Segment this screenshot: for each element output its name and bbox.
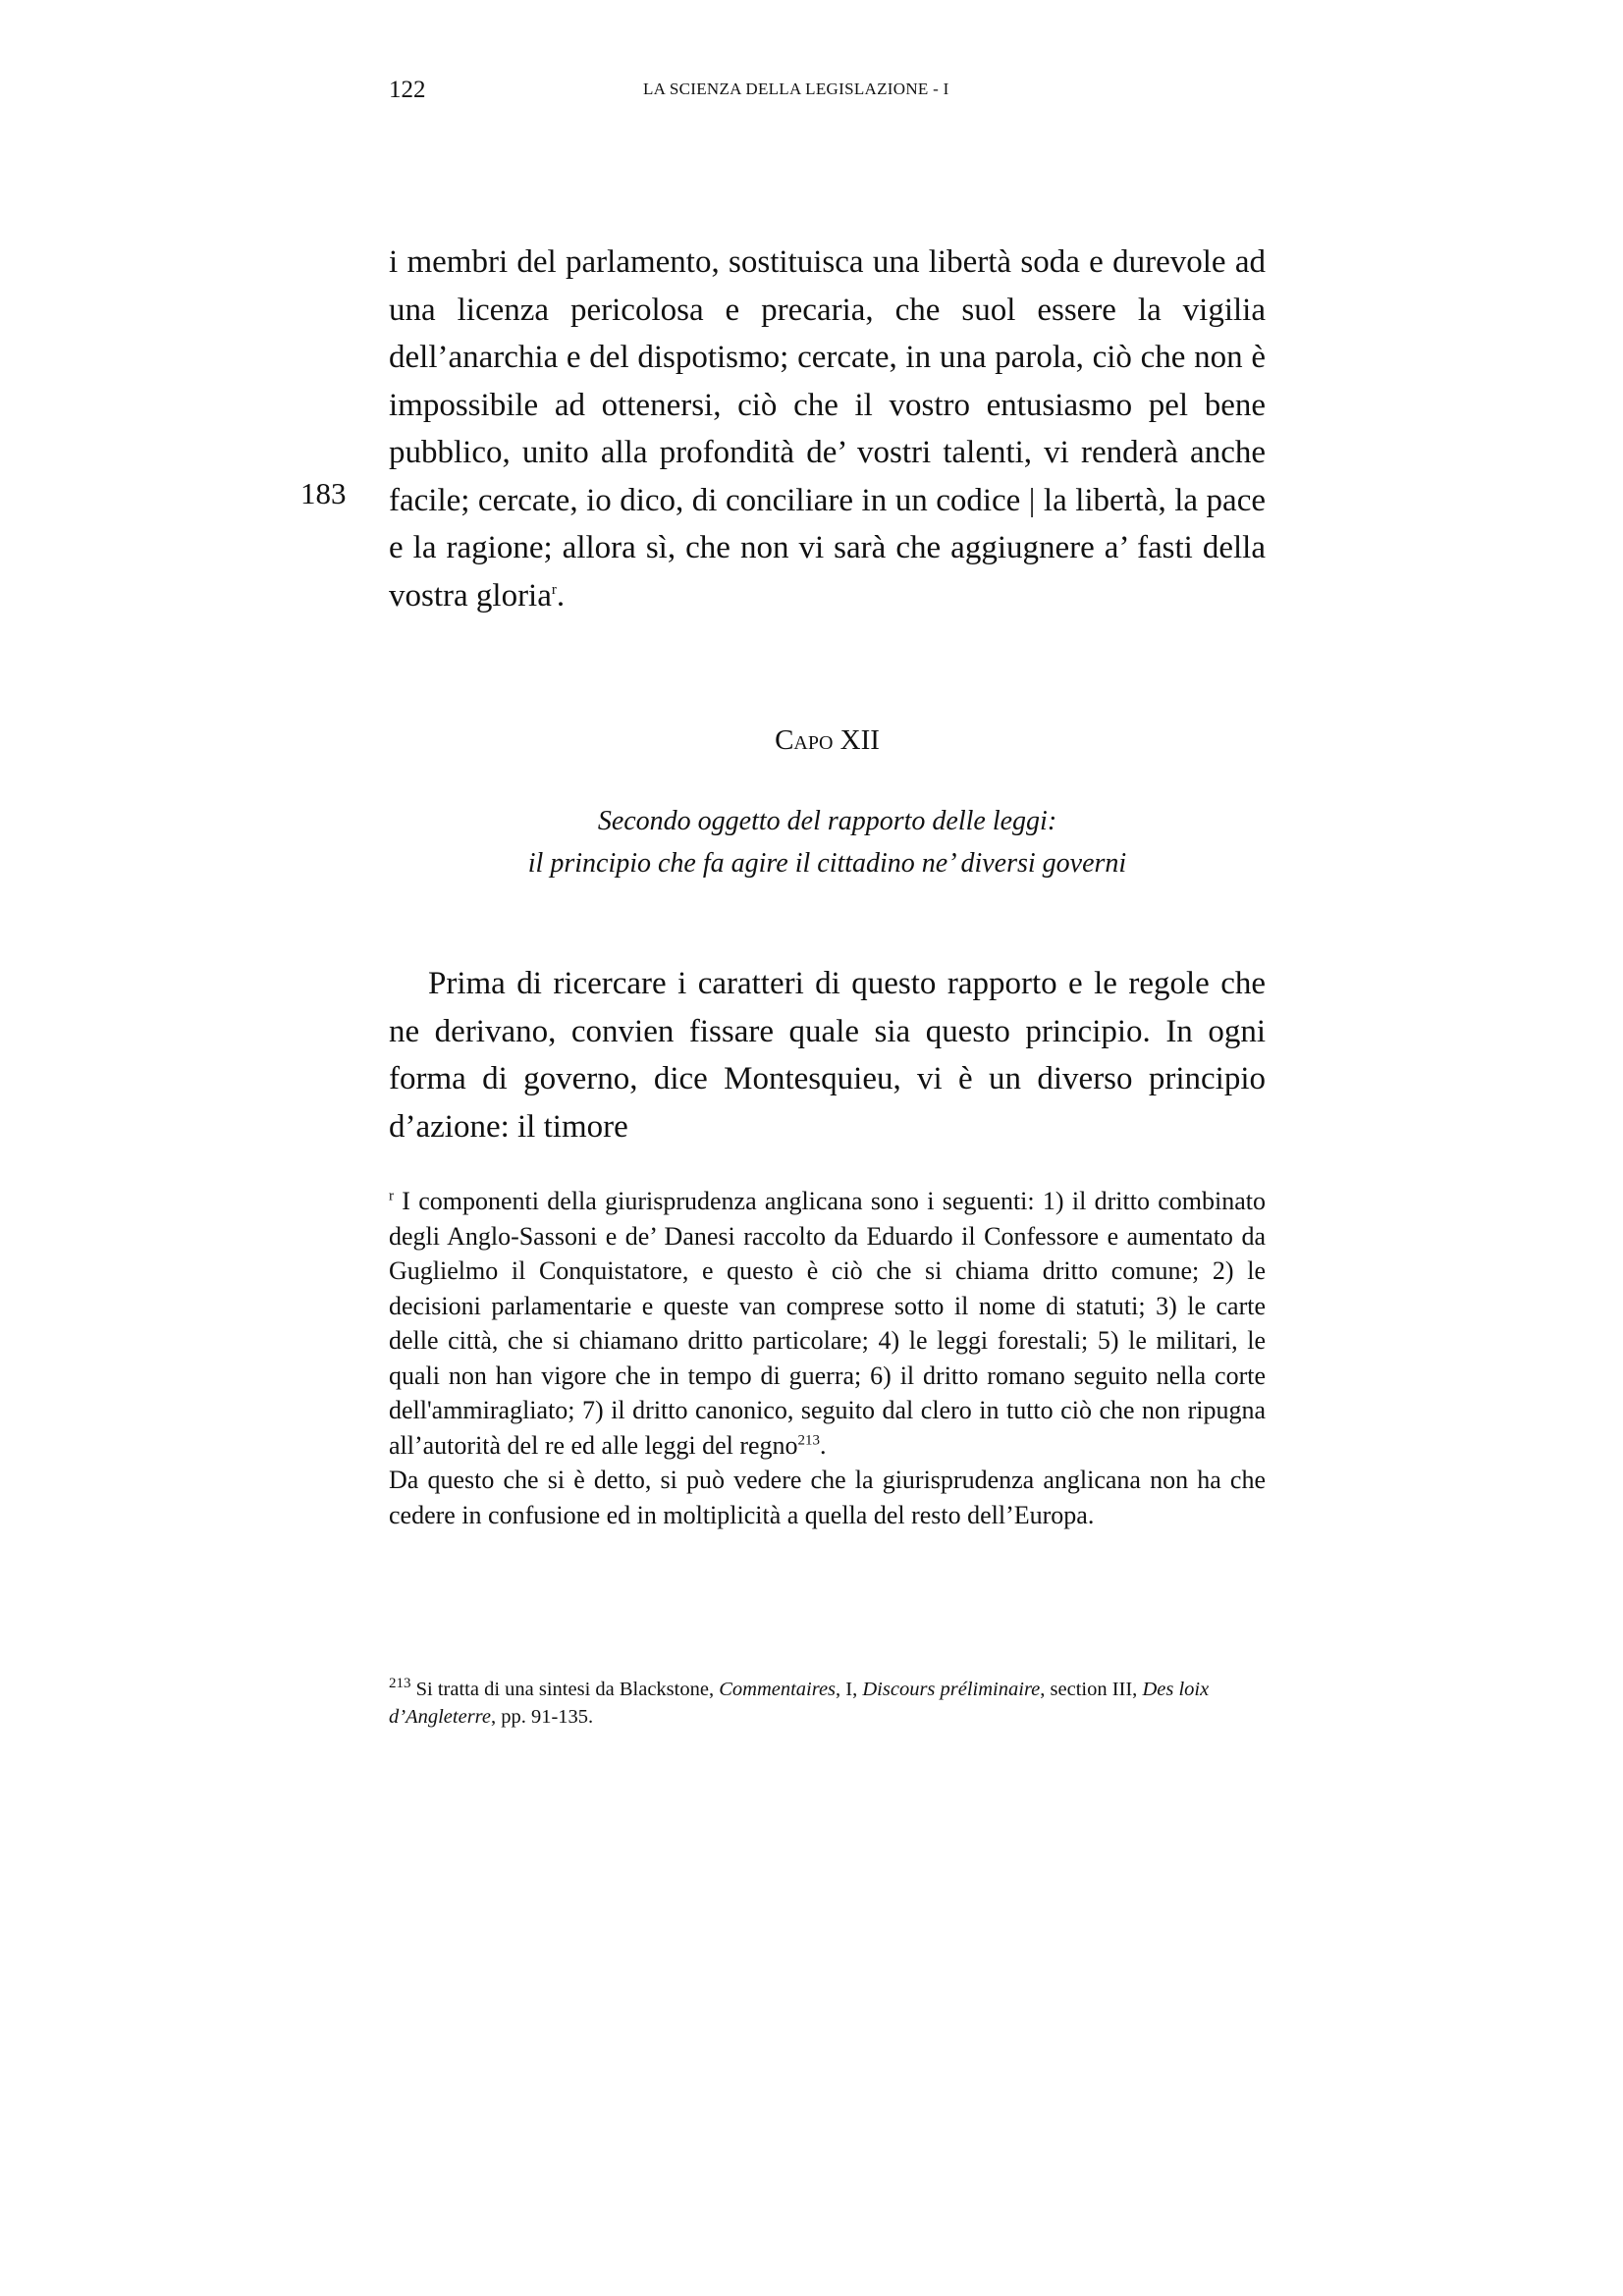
editor-footnote-italic-a: Commentaires — [719, 1679, 837, 1700]
page-number: 122 — [389, 77, 426, 103]
chapter-title-prefix: C — [775, 724, 794, 756]
author-note-text-1-end: . — [820, 1430, 827, 1460]
chapter-number: XII — [839, 724, 880, 756]
editor-footnote-text-c: , section III, — [1040, 1679, 1143, 1700]
editor-footnote-text-a: Si tratta di una sintesi da Blackstone, — [410, 1679, 720, 1700]
author-note-paragraph-1 — [389, 1184, 1266, 1463]
top-paragraph — [389, 239, 1266, 619]
main-paragraph: Prima di ricercare i caratteri di questo rapporto e le regole che ne derivano, convien fissare quale sia questo principio. In ogni forma di governo, dice Montesquieu, vi è un diverso principio d’azione: il timore — [389, 966, 1266, 1145]
editor-footnote-number: 213 — [389, 1676, 411, 1692]
top-paragraph-end: . — [556, 577, 566, 614]
editor-footnote-italic-b: Discours préliminaire — [862, 1679, 1041, 1700]
margin-page-reference: 183 — [300, 476, 347, 510]
chapter-title — [389, 724, 1266, 757]
editor-footnote-text-b: , I, — [836, 1679, 863, 1700]
chapter-title-smallcaps: apo — [793, 724, 834, 756]
author-note-marker: r — [389, 1188, 394, 1204]
chapter-subtitle-line-1: Secondo oggetto del rapporto delle leggi: — [597, 806, 1057, 836]
author-note-text-1: I componenti della giurisprudenza anglicana sono i seguenti: 1) il dritto combinato degli Anglo-Sassoni e de’ Danesi raccolto da Eduardo il Confessore e aumentato da Guglielmo il Conquistatore, e questo è ciò che si chiama dritto comune; 2) le decisioni parlamentarie e queste van comprese sotto il nome di statuti; 3) le carte delle città, che si chiamano dritto particolare; 4) le leggi forestali; 5) le militari, le quali non han vigore che in tempo di guerra; 6) il dritto romano seguito nella corte dell'ammiragliato; 7) il dritto canonico, seguito dal clero in tutto ciò che non ripugna all’autorità del re ed alle leggi del regno — [389, 1187, 1266, 1460]
footnote-reference: 213 — [797, 1431, 821, 1448]
editor-footnote-text-d: , pp. 91-135. — [490, 1706, 594, 1728]
editor-footnote-italic-c: Des loix d’Angleterre — [389, 1679, 1210, 1728]
editor-footnote — [389, 1676, 1307, 1731]
top-paragraph-text: i membri del parlamento, sostituisca una libertà soda e durevole ad una licenza pericolosa e precaria, che suol essere la vigilia dell’anarchia e del dispotismo; cercate, in una parola, ciò che non è impossibile ad ottenersi, ciò che il vostro entusiasmo pel bene pubblico, unito alla profondità de’ vostri talenti, vi renderà anche facile; cercate, io dico, di conciliare in un codice | la libertà, la pace e la ragione; allora sì, che non vi sarà che aggiugnere a’ fasti della vostra gloria — [389, 244, 1266, 614]
note-marker: r — [551, 581, 557, 598]
chapter-subtitle-line-2: il principio che fa agire il cittadino ne’ diversi governi — [527, 848, 1127, 879]
author-note-paragraph-2: Da questo che si è detto, si può vedere che la giurisprudenza anglicana non ha che cedere in confusione ed in moltiplicità a quella del resto dell’Europa. — [389, 1466, 1266, 1529]
chapter-subtitle — [389, 800, 1266, 884]
page-header — [389, 77, 1375, 108]
author-note — [389, 1184, 1266, 1532]
running-head: LA SCIENZA DELLA LEGISLAZIONE - I — [643, 80, 949, 98]
